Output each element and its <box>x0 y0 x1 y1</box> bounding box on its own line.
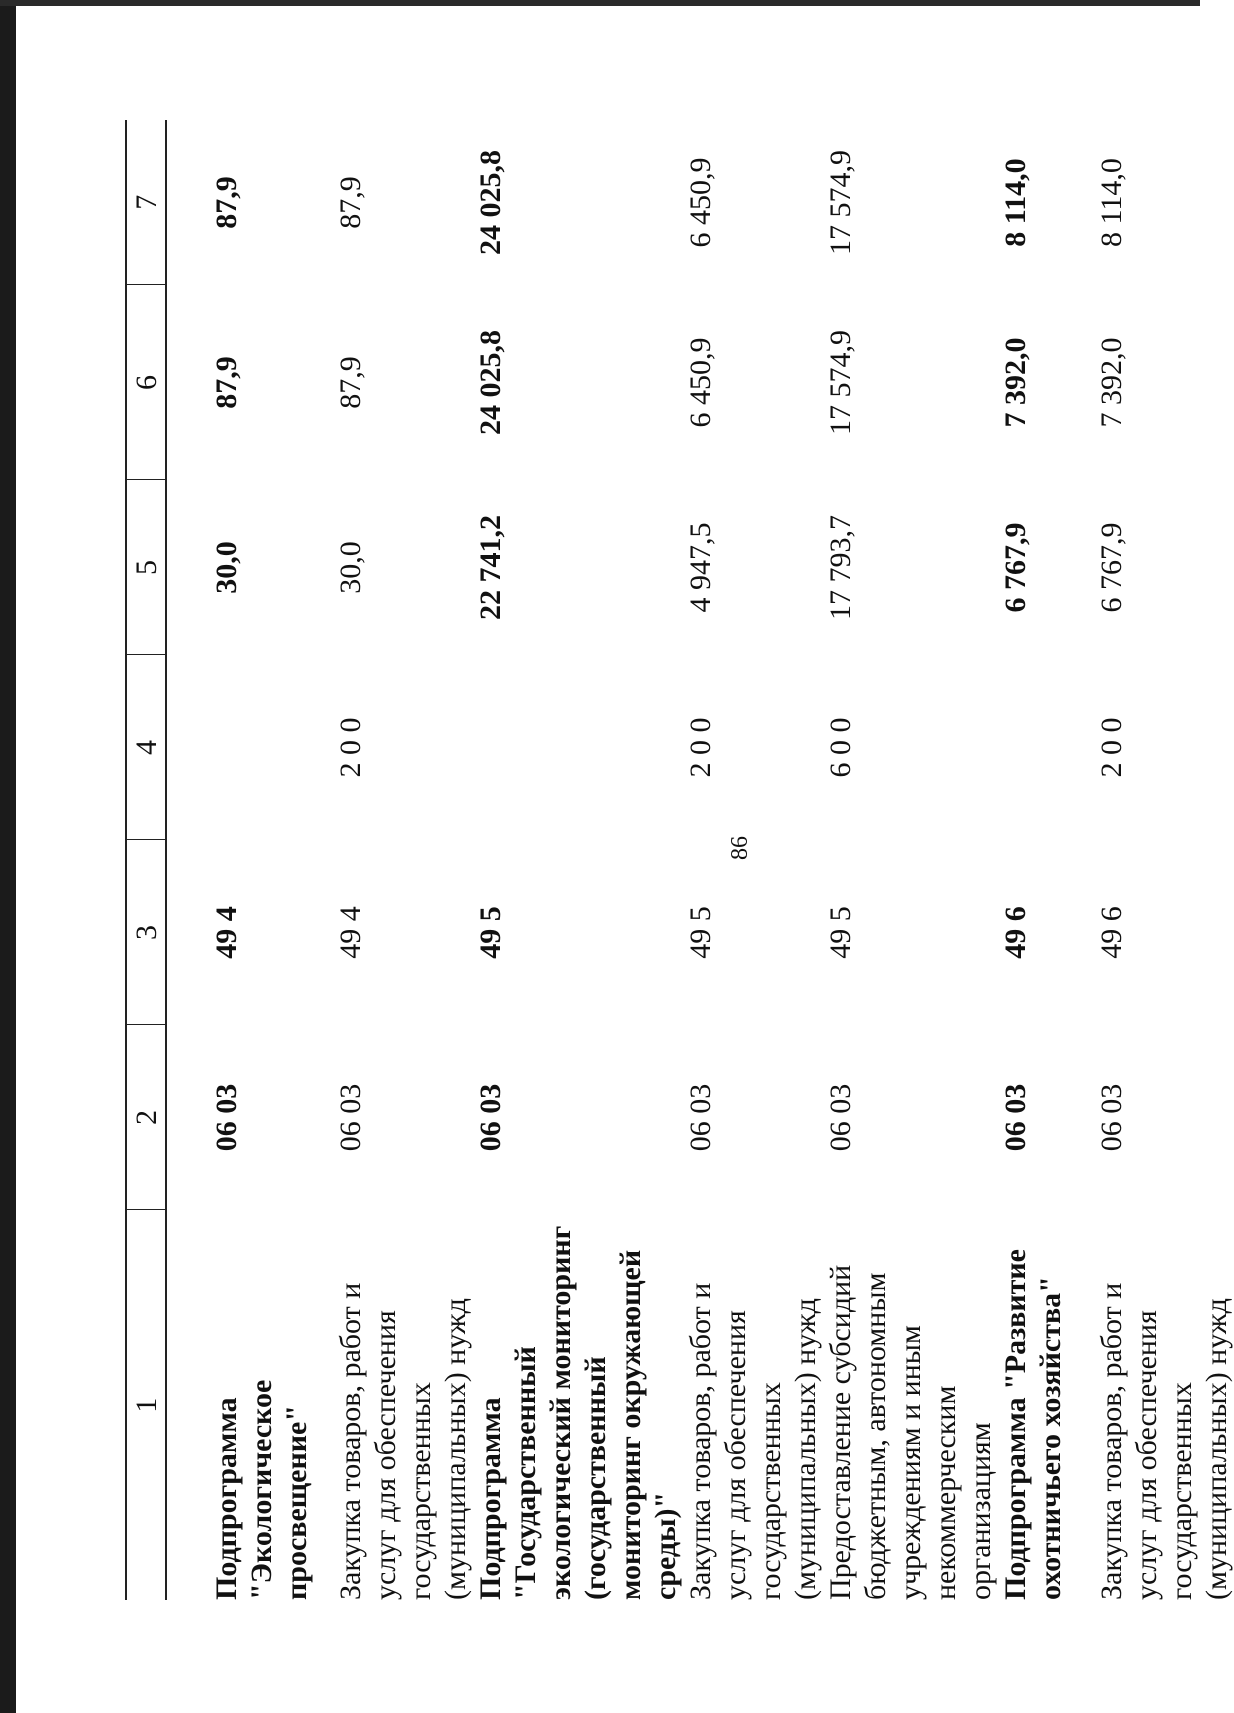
row-expense-type: 6 0 0 <box>824 717 857 778</box>
page-number: 86 <box>727 836 753 860</box>
scan-left-edge <box>0 0 16 1713</box>
table-row <box>998 120 1094 1600</box>
row-program: 49 4 <box>334 906 367 959</box>
row-name: Закупка товаров, работ и услуг для обеспечения государственных (муниципальных) нужд <box>334 1282 472 1600</box>
row-section: 06 03 <box>210 1083 243 1152</box>
header-col-1: 1 <box>126 1210 166 1600</box>
row-value-5: 30,0 <box>210 541 243 594</box>
row-name: Закупка товаров, работ и услуг для обеспечения государственных (муниципальных) нужд <box>1095 1282 1233 1600</box>
row-expense-type: 2 0 0 <box>1095 717 1128 778</box>
header-col-3: 3 <box>126 840 166 1025</box>
row-value-6: 6 450,9 <box>684 337 717 428</box>
table-row <box>166 120 333 1600</box>
row-value-7: 6 450,9 <box>684 157 717 248</box>
row-value-7: 87,9 <box>210 176 243 229</box>
header-col-5: 5 <box>126 480 166 655</box>
row-name: Подпрограмма "Экологическое просвещение" <box>210 1379 313 1600</box>
table-row <box>1094 120 1234 1600</box>
row-section: 06 03 <box>684 1083 717 1152</box>
row-program: 49 5 <box>684 906 717 959</box>
row-section: 06 03 <box>824 1083 857 1152</box>
row-section: 06 03 <box>474 1083 507 1152</box>
row-name: Предоставление субсидий бюджетным, автономным учреждениям и иным некоммерческим организациям <box>824 1264 997 1600</box>
row-value-7: 8 114,0 <box>999 158 1032 247</box>
header-col-7: 7 <box>126 120 166 285</box>
row-value-5: 22 741,2 <box>474 515 507 620</box>
row-name: Подпрограмма "Развитие охотничьего хозяйства" <box>999 1249 1067 1600</box>
row-value-5: 17 793,7 <box>824 515 857 620</box>
row-section: 06 03 <box>1095 1083 1128 1152</box>
row-value-7: 24 025,8 <box>474 150 507 255</box>
header-col-2: 2 <box>126 1025 166 1210</box>
row-value-5: 6 767,9 <box>999 522 1032 613</box>
row-value-6: 87,9 <box>334 356 367 409</box>
row-expense-type: 2 0 0 <box>334 717 367 778</box>
row-value-7: 8 114,0 <box>1095 158 1128 247</box>
row-value-6: 7 392,0 <box>999 337 1032 428</box>
row-value-6: 17 574,9 <box>824 330 857 435</box>
column-number-header <box>126 120 166 1600</box>
table-row <box>333 120 473 1600</box>
row-value-5: 6 767,9 <box>1095 522 1128 613</box>
row-section: 06 03 <box>334 1083 367 1152</box>
row-value-5: 4 947,5 <box>684 522 717 613</box>
row-name: Закупка товаров, работ и услуг для обеспечения государственных (муниципальных) нужд <box>684 1282 822 1600</box>
row-program: 49 5 <box>474 906 507 959</box>
table-row <box>683 120 823 1600</box>
row-value-7: 87,9 <box>334 176 367 229</box>
row-program: 49 5 <box>824 906 857 959</box>
row-expense-type <box>166 655 333 840</box>
header-col-4: 4 <box>126 655 166 840</box>
row-value-6: 87,9 <box>210 356 243 409</box>
row-expense-type <box>998 655 1094 840</box>
row-value-6: 24 025,8 <box>474 330 507 435</box>
header-col-6: 6 <box>126 285 166 480</box>
row-expense-type <box>473 655 683 840</box>
row-program: 49 6 <box>999 906 1032 959</box>
row-program: 49 6 <box>1095 906 1128 959</box>
budget-table <box>125 120 1234 1600</box>
table-row <box>823 120 998 1600</box>
row-section: 06 03 <box>999 1083 1032 1152</box>
row-value-5: 30,0 <box>334 541 367 594</box>
rotated-page-content <box>125 120 1233 1600</box>
row-value-7: 17 574,9 <box>824 150 857 255</box>
scan-top-edge <box>0 0 1200 6</box>
row-expense-type: 2 0 0 <box>684 717 717 778</box>
row-program: 49 4 <box>210 906 243 959</box>
table-row <box>473 120 683 1600</box>
row-value-6: 7 392,0 <box>1095 337 1128 428</box>
row-name: Подпрограмма "Государственный экологический мониторинг (государственный мониторинг окружающей среды)" <box>474 1225 682 1600</box>
